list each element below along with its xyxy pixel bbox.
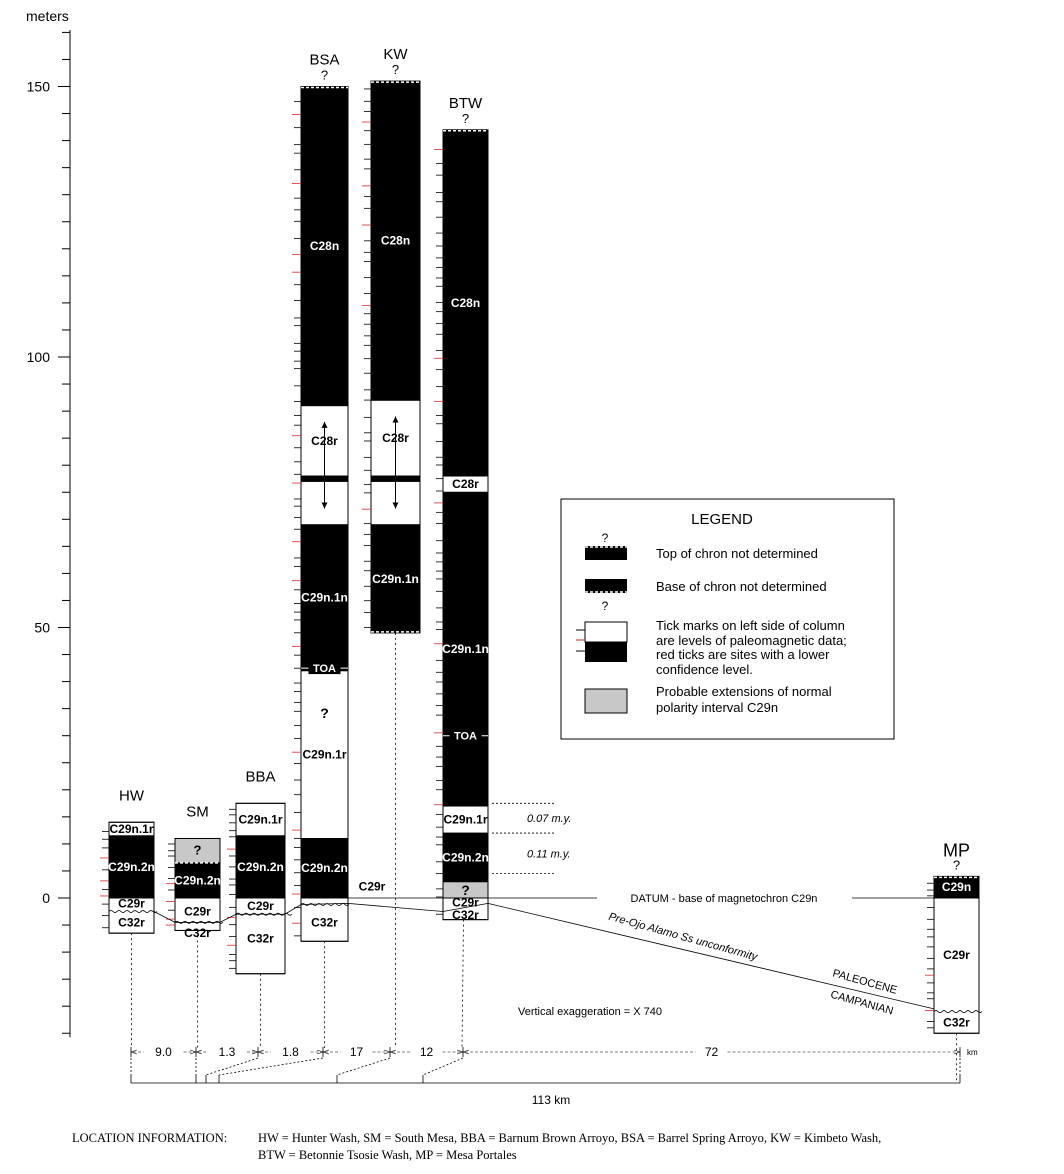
bsa-c29r-label: C29r (358, 879, 386, 894)
legend-item-ticks: Tick marks on left side of column are levels of paleomagnetic data; red ticks are sites with a lower confidence level. (656, 618, 847, 677)
interval-label: C29n.2n (108, 859, 155, 874)
interval-label: C28r (311, 433, 338, 448)
interval-label: C28r (452, 477, 479, 492)
section-bba (227, 768, 285, 1048)
interval-label: C28n (380, 233, 411, 248)
y-axis-label: meters (26, 8, 69, 24)
interval-label: C29n.1r (443, 812, 488, 827)
location-line-1: HW = Hunter Wash, SM = South Mesa, BBA = Barnum Brown Arroyo, BSA = Barrel Spring Arroyo, KW = Kimbeto Wash, (258, 1131, 882, 1145)
campanian-label: CAMPANIAN (829, 988, 895, 1018)
unit-label: C29r (943, 947, 970, 962)
interval-label: C28n (309, 239, 340, 254)
interval-label: ? (193, 842, 202, 858)
interval-label: C29n.2n (174, 873, 221, 888)
distance-label: 12 (419, 1045, 434, 1059)
top-question: ? (320, 67, 329, 83)
legend-title: LEGEND (691, 511, 753, 528)
section-sm (166, 803, 221, 1048)
section-hw (100, 787, 155, 1048)
legend-item-top: Top of chron not determined (656, 546, 818, 561)
interval-label: C29n.1n (301, 590, 348, 605)
interval-label: C29n.1n (442, 642, 489, 657)
unit-label: C32r (452, 907, 479, 922)
location-lead: LOCATION INFORMATION: (72, 1131, 228, 1145)
section-name: BBA (245, 768, 276, 786)
y-tick-label: 0 (42, 890, 50, 906)
section-name: HW (119, 787, 144, 805)
interval-label: C29n.1r (109, 822, 154, 837)
legend-item-gray: Probable extensions of normal polarity interval C29n (656, 684, 832, 715)
toa-label: TOA (312, 663, 337, 676)
interval-label: C29n.2n (237, 859, 284, 874)
legend (561, 499, 894, 739)
total-distance: 113 km (531, 1093, 571, 1107)
interval-label: C28n (450, 295, 481, 310)
legend-symbol-base (585, 579, 627, 593)
unit-label: C32r (247, 931, 274, 946)
distance-label: 17 (349, 1045, 364, 1059)
interval-label: C29n.1n (372, 571, 419, 586)
top-question: ? (952, 857, 961, 873)
section-name: SM (186, 803, 209, 821)
unit-label: C32r (311, 915, 338, 930)
distance-unit: km (967, 1048, 978, 1057)
section-name: BSA (309, 51, 340, 69)
unit-label: C32r (943, 1015, 970, 1030)
unit-label: ? (320, 705, 329, 722)
distance-label: 1.8 (282, 1045, 299, 1059)
datum-label: DATUM - base of magnetochron C29n (630, 893, 818, 905)
interval-label: C29n.1r (238, 812, 283, 827)
distance-label: 9.0 (155, 1045, 172, 1059)
distance-label: 72 (704, 1045, 719, 1059)
distance-label: 1.3 (218, 1045, 236, 1059)
unit-label: C29r (247, 899, 274, 914)
legend-symbol-gray (585, 689, 627, 713)
unit-label: ? (461, 881, 470, 898)
vertical-exaggeration: Vertical exaggeration = X 740 (517, 1006, 663, 1018)
interval-label: C29n (941, 880, 972, 895)
y-tick-label: 100 (26, 349, 50, 365)
location-line-2: BTW = Betonnie Tsosie Wash, MP = Mesa Portales (258, 1148, 517, 1162)
interval-label: C29n.2n (301, 861, 348, 876)
unit-label: C32r (184, 926, 211, 941)
section-bsa (292, 52, 348, 1049)
y-tick-label: 150 (26, 78, 50, 95)
legend-question-mark: ? (601, 531, 609, 545)
section-name: MP (943, 840, 970, 861)
interval-label: C29n.1r (302, 747, 347, 762)
toa-label: TOA (453, 730, 478, 743)
unit-label: C29r (118, 896, 145, 911)
interval-label: C28r (382, 431, 409, 446)
location-information (72, 1130, 1062, 1164)
legend-item-base: Base of chron not determined (656, 579, 827, 594)
myr-label: 0.11 m.y. (527, 848, 571, 861)
unit-label: C32r (118, 915, 145, 930)
unit-label: C29r (452, 895, 479, 910)
section-mp (925, 840, 979, 1082)
y-tick-label: 50 (34, 619, 50, 636)
top-question: ? (391, 62, 400, 78)
unit-label: C29r (184, 904, 211, 919)
unconformity-label: Pre-Ojo Alamo Ss unconformity (607, 910, 759, 964)
top-question: ? (461, 110, 470, 126)
legend-question-mark-2: ? (601, 599, 609, 613)
section-name: KW (383, 46, 408, 64)
myr-label: 0.07 m.y. (527, 813, 572, 826)
paleocene-label: PALEOCENE (831, 967, 899, 997)
y-axis (26, 8, 70, 1037)
interval-label: C29n.2n (442, 850, 489, 865)
section-name: BTW (448, 94, 483, 112)
